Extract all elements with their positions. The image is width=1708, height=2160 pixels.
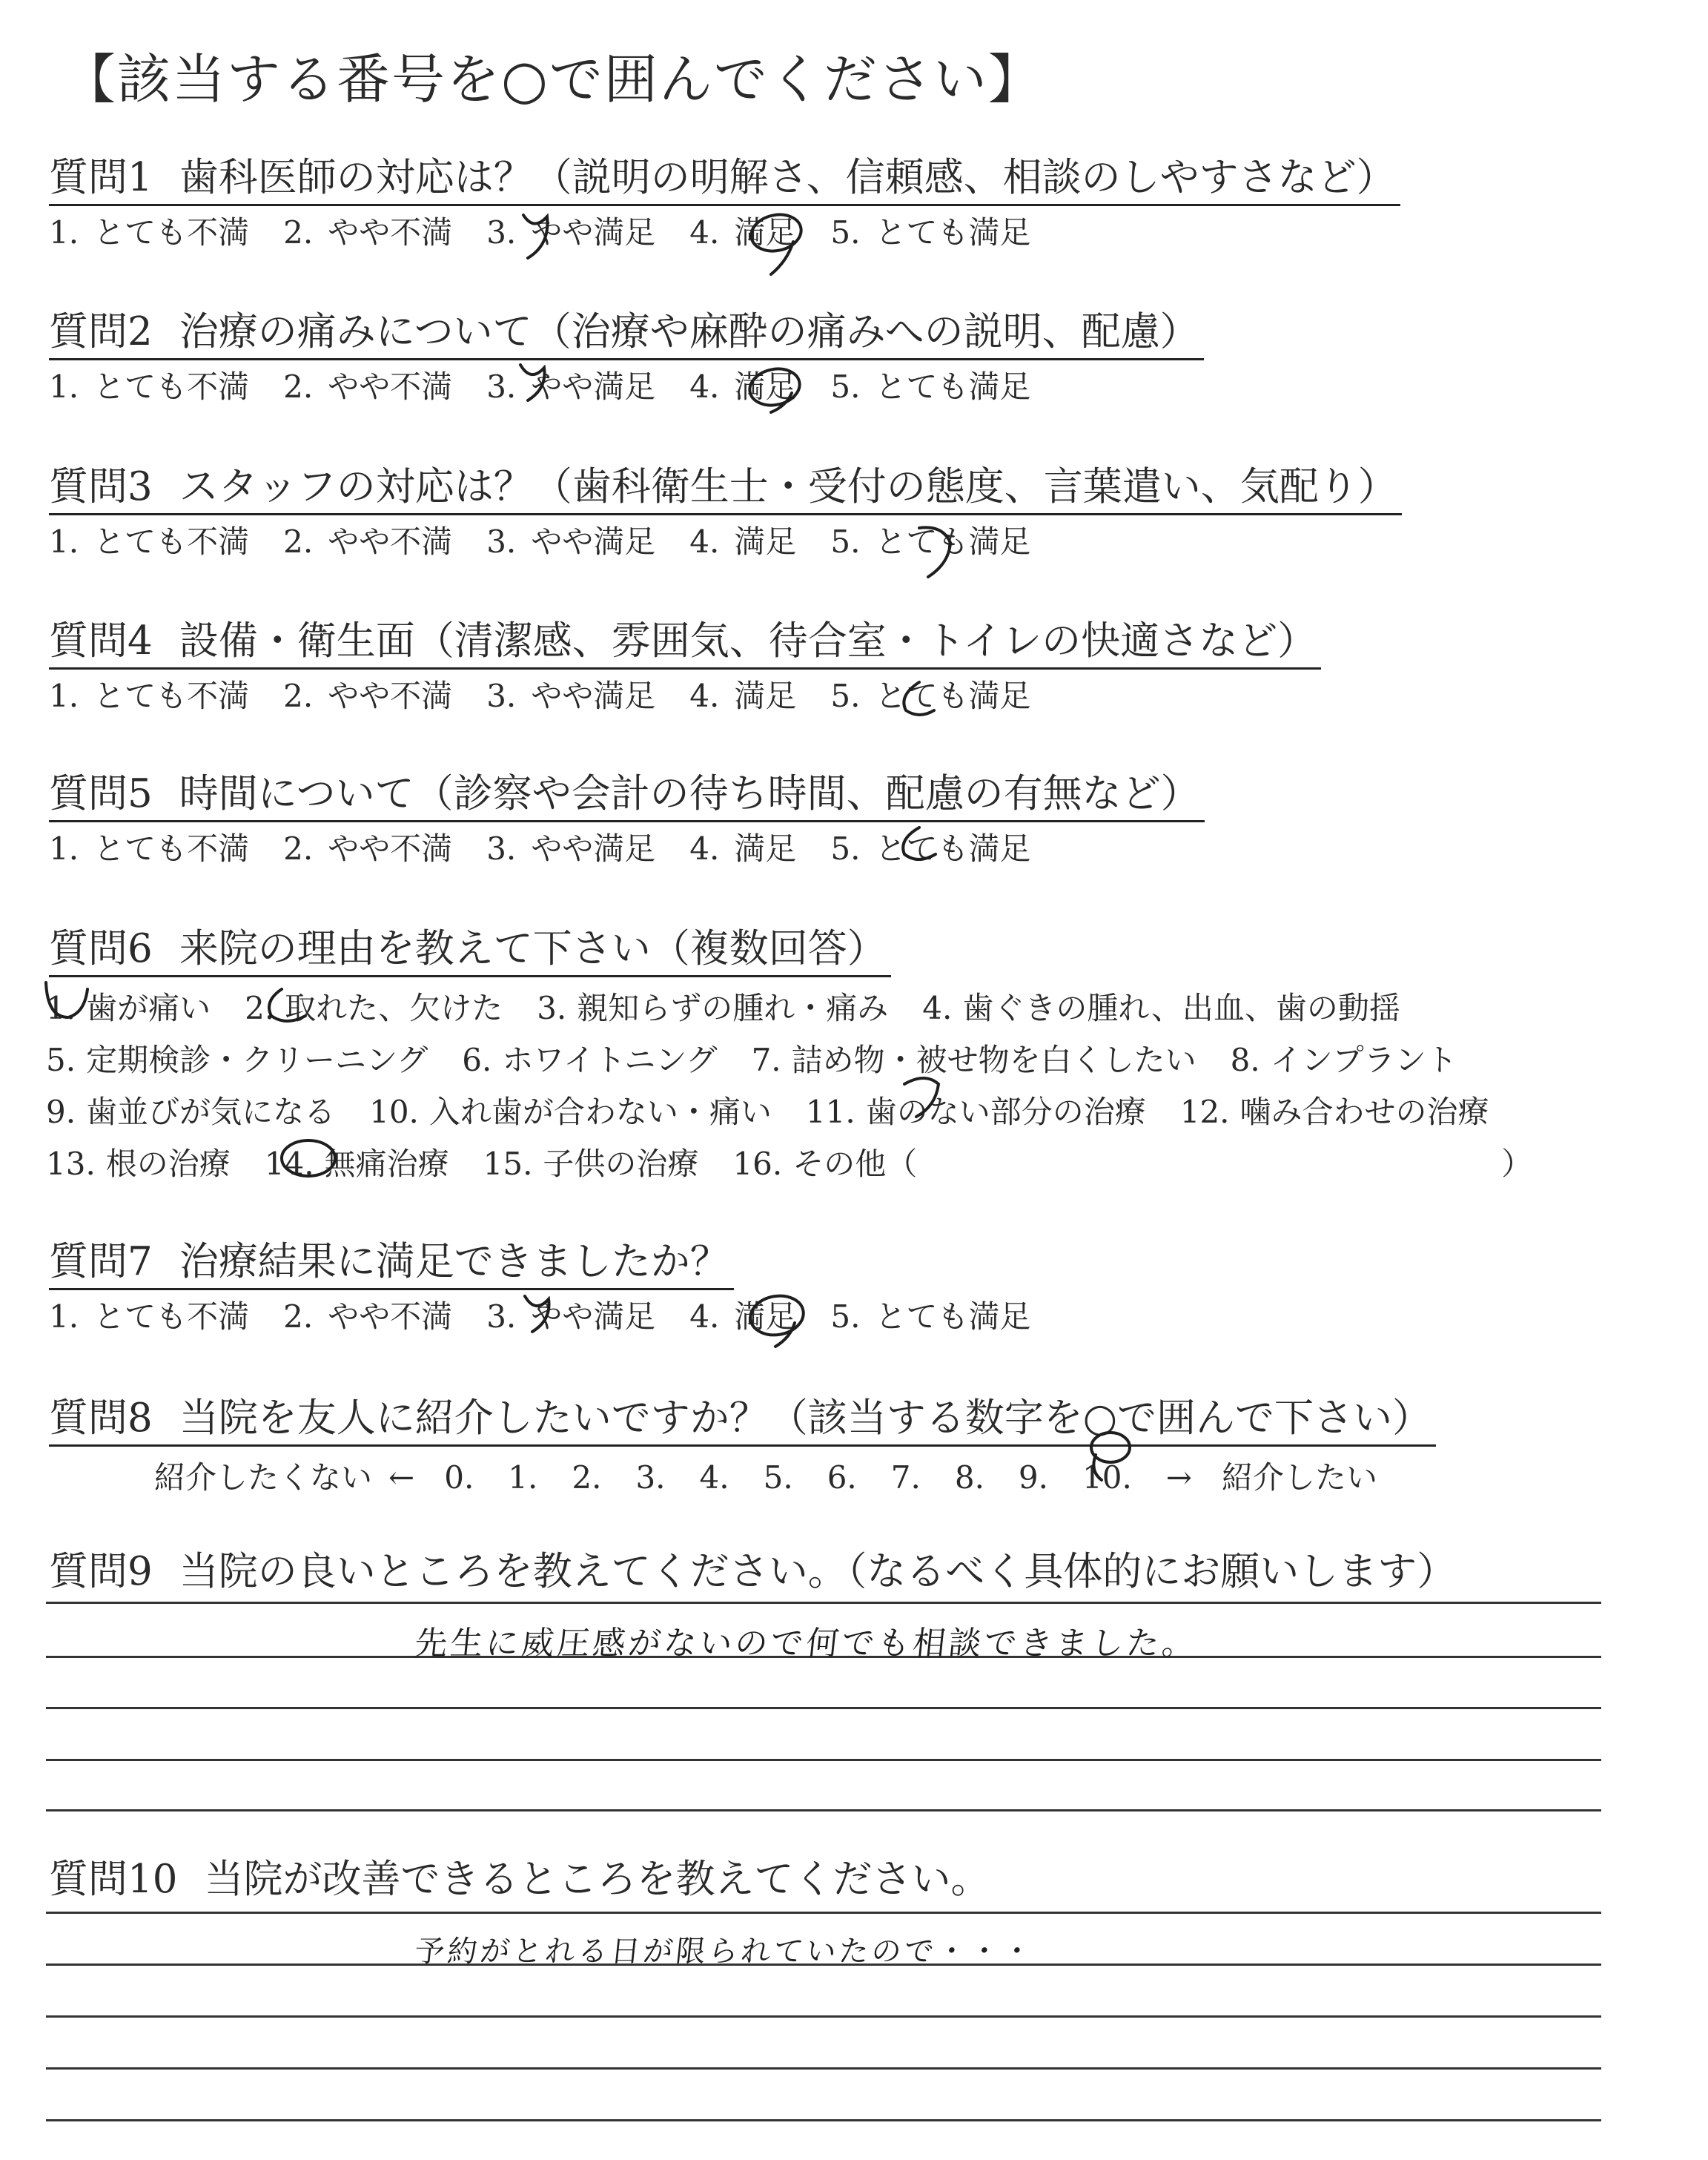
answer-line <box>46 2015 1601 2018</box>
option-1[interactable]: 1. とても不満 <box>49 678 250 714</box>
scale-value-6[interactable]: 6. <box>827 1459 857 1496</box>
question-2-title <box>49 306 1204 360</box>
question-label: 質問2 <box>49 309 153 354</box>
q6-row-4 <box>46 1138 1566 1190</box>
q6-option-14[interactable]: 14. 無痛治療 <box>264 1146 449 1182</box>
q6-option-7[interactable]: 7. 詰め物・被せ物を白くしたい <box>751 1042 1196 1078</box>
question-text: 時間について（診察や会計の待ち時間、配慮の有無など） <box>179 771 1200 816</box>
question-label: 質問3 <box>49 464 153 509</box>
answer-line <box>46 1602 1601 1604</box>
question-8-scale <box>154 1457 1394 1499</box>
scale-value-1[interactable]: 1. <box>508 1459 538 1496</box>
question-label: 質問1 <box>49 155 153 200</box>
question-5-title <box>49 768 1205 822</box>
option-3[interactable]: 3. やや満足 <box>486 524 656 560</box>
option-3[interactable]: 3. やや満足 <box>486 369 656 405</box>
left-arrow-icon: ← <box>388 1459 415 1496</box>
question-4-title <box>49 615 1321 670</box>
option-5[interactable]: 5. とても満足 <box>830 524 1031 560</box>
option-4[interactable]: 4. 満足 <box>689 830 797 867</box>
question-6-options <box>46 982 1566 1190</box>
option-1[interactable]: 1. とても不満 <box>49 1298 250 1335</box>
q6-option-12[interactable]: 12. 噛み合わせの治療 <box>1179 1094 1489 1130</box>
question-label: 質問10 <box>49 1857 178 1902</box>
question-8-title <box>49 1393 1436 1447</box>
option-5[interactable]: 5. とても満足 <box>830 369 1031 405</box>
option-5[interactable]: 5. とても満足 <box>830 1298 1031 1335</box>
option-4[interactable]: 4. 満足 <box>689 1298 797 1335</box>
question-9-title <box>49 1546 1460 1598</box>
q6-row-2 <box>46 1034 1566 1086</box>
q6-row-1 <box>46 982 1566 1034</box>
option-4[interactable]: 4. 満足 <box>689 214 797 251</box>
q9-handwritten-answer[interactable]: 先生に威圧感がないので何でも相談できました。 <box>412 1625 1200 1662</box>
question-label: 質問4 <box>49 618 153 664</box>
question-3-options <box>49 521 1065 563</box>
option-5[interactable]: 5. とても満足 <box>830 678 1031 714</box>
q6-option-8[interactable]: 8. インプラント <box>1230 1042 1457 1078</box>
question-text: 当院を友人に紹介したいですか？（該当する数字を○で囲んで下さい） <box>179 1396 1431 1441</box>
option-1[interactable]: 1. とても不満 <box>49 369 250 405</box>
scale-value-9[interactable]: 9. <box>1018 1459 1048 1496</box>
q6-option-2[interactable]: 2. 取れた、欠けた <box>245 990 503 1026</box>
answer-line <box>46 1759 1601 1761</box>
question-text: 当院が改善できるところを教えてください。 <box>204 1857 990 1902</box>
option-4[interactable]: 4. 満足 <box>689 369 797 405</box>
q6-option-5[interactable]: 5. 定期検診・クリーニング <box>46 1042 428 1078</box>
question-text: 設備・衛生面（清潔感、雰囲気、待合室・トイレの快適さなど） <box>179 618 1317 664</box>
q6-option-15[interactable]: 15. 子供の治療 <box>483 1146 699 1182</box>
question-3-title <box>49 461 1402 515</box>
option-1[interactable]: 1. とても不満 <box>49 214 250 251</box>
other-paren-close: ） <box>1501 1146 1533 1182</box>
option-4[interactable]: 4. 満足 <box>689 678 797 714</box>
scale-value-3[interactable]: 3. <box>635 1459 666 1496</box>
q10-handwritten-answer[interactable]: 予約がとれる日が限られていたので・・・ <box>413 1935 1037 1969</box>
q6-option-3[interactable]: 3. 親知らずの腫れ・痛み <box>537 990 889 1026</box>
q6-option-13[interactable]: 13. 根の治療 <box>46 1146 231 1182</box>
question-label: 質問7 <box>49 1239 153 1284</box>
question-label: 質問5 <box>49 771 153 816</box>
question-label: 質問6 <box>49 926 153 971</box>
question-1-options <box>49 212 1065 254</box>
q6-option-1[interactable]: 1. 歯が痛い <box>46 990 211 1026</box>
answer-line <box>46 1809 1601 1811</box>
question-5-options <box>49 828 1065 870</box>
scale-value-10[interactable]: 10. <box>1082 1459 1132 1496</box>
question-4-options <box>49 676 1065 717</box>
option-3[interactable]: 3. やや満足 <box>486 830 656 867</box>
option-3[interactable]: 3. やや満足 <box>486 1298 656 1335</box>
question-text: スタッフの対応は？（歯科衛生士・受付の態度、言葉遣い、気配り） <box>179 464 1397 509</box>
scale-high-label: 紹介したい <box>1222 1459 1378 1496</box>
question-2-options <box>49 366 1065 408</box>
scale-value-2[interactable]: 2. <box>572 1459 602 1496</box>
right-arrow-icon: → <box>1165 1459 1192 1496</box>
question-6-title <box>49 923 891 977</box>
option-5[interactable]: 5. とても満足 <box>830 830 1031 867</box>
question-label: 質問9 <box>49 1549 153 1594</box>
question-label: 質問8 <box>49 1396 153 1441</box>
answer-line <box>46 1912 1601 1914</box>
scale-value-7[interactable]: 7. <box>890 1459 921 1496</box>
option-3[interactable]: 3. やや満足 <box>486 678 656 714</box>
answer-line <box>46 1707 1601 1709</box>
q6-option-4[interactable]: 4. 歯ぐきの腫れ、出血、歯の動揺 <box>922 990 1400 1026</box>
q6-option-9[interactable]: 9. 歯並びが気になる <box>46 1094 336 1130</box>
option-1[interactable]: 1. とても不満 <box>49 524 250 560</box>
question-10-title <box>49 1854 994 1906</box>
question-7-title <box>49 1236 734 1290</box>
answer-line <box>46 2067 1601 2070</box>
answer-line <box>46 2119 1601 2121</box>
question-text: 歯科医師の対応は？（説明の明解さ、信頼感、相談のしやすさなど） <box>179 155 1396 200</box>
q6-option-11[interactable]: 11. 歯のない部分の治療 <box>805 1094 1146 1130</box>
q6-option-16[interactable]: 16. その他（ ） <box>732 1138 1532 1190</box>
option-1[interactable]: 1. とても不満 <box>49 830 250 867</box>
option-2[interactable]: 2. やや不満 <box>283 830 453 867</box>
question-text: 治療の痛みについて（治療や麻酔の痛みへの説明、配慮） <box>179 309 1199 354</box>
option-2[interactable]: 2. やや不満 <box>283 369 453 405</box>
q6-option-6[interactable]: 6. ホワイトニング <box>462 1042 718 1078</box>
question-text: 治療結果に満足できましたか？ <box>179 1239 729 1284</box>
question-text: 当院の良いところを教えてください。（なるべく具体的にお願いします） <box>179 1549 1457 1594</box>
option-2[interactable]: 2. やや不満 <box>283 214 453 251</box>
other-paren-open: （ <box>886 1146 918 1182</box>
question-7-options <box>49 1296 1065 1338</box>
scale-value-8[interactable]: 8. <box>954 1459 984 1496</box>
option-2[interactable]: 2. やや不満 <box>283 524 453 560</box>
option-3[interactable]: 3. やや満足 <box>486 214 656 251</box>
scale-low-label: 紹介したくない <box>154 1459 373 1496</box>
option-5[interactable]: 5. とても満足 <box>830 214 1031 251</box>
q6-option-10[interactable]: 10. 入れ歯が合わない・痛い <box>369 1094 772 1130</box>
scale-value-5[interactable]: 5. <box>763 1459 793 1496</box>
page-title: 【該当する番号を○で囲んでください】 <box>62 48 1043 110</box>
scale-value-4[interactable]: 4. <box>699 1459 729 1496</box>
question-text: 来院の理由を教えて下さい（複数回答） <box>179 926 887 971</box>
question-1-title <box>49 152 1400 206</box>
scale-value-0[interactable]: 0. <box>444 1459 474 1496</box>
option-2[interactable]: 2. やや不満 <box>283 1298 453 1335</box>
q6-row-3 <box>46 1086 1566 1138</box>
option-4[interactable]: 4. 満足 <box>689 524 797 560</box>
option-2[interactable]: 2. やや不満 <box>283 678 453 714</box>
